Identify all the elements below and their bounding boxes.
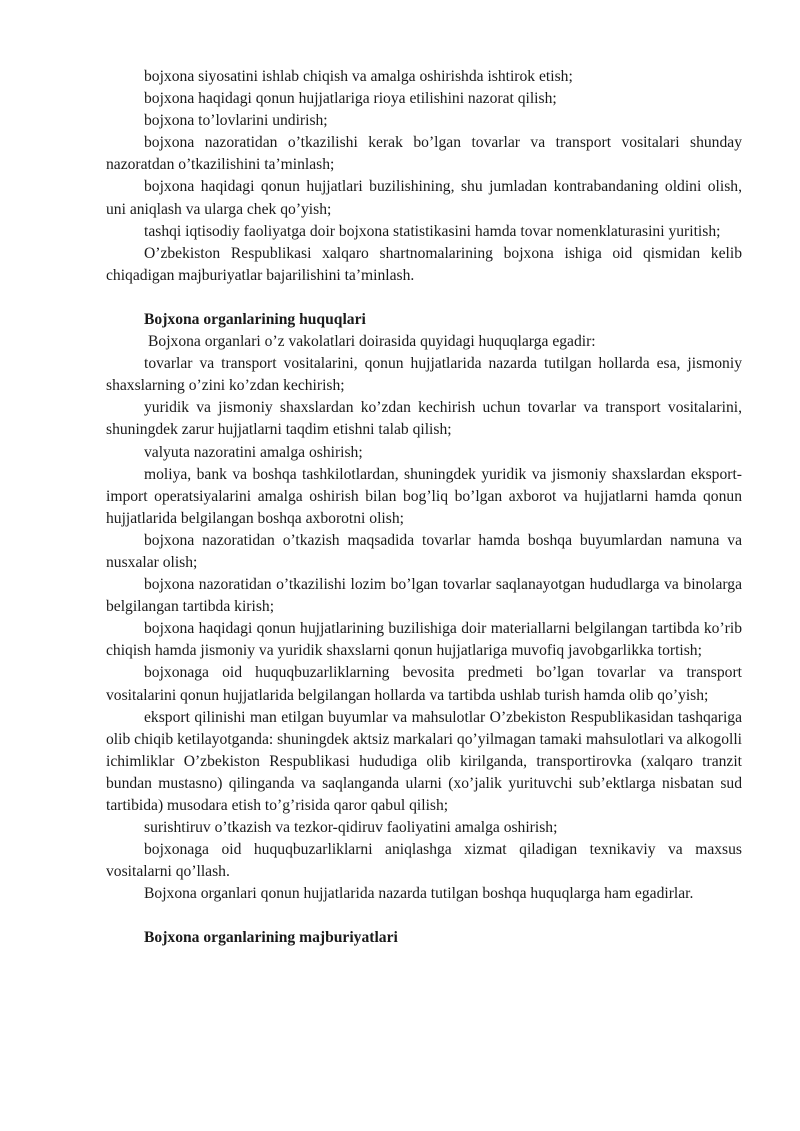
paragraph: moliya, bank va boshqa tashkilotlardan, shuningdek yuridik va jismoniy shaxslardan eksport-import operatsiyalarini amalga oshirish bilan bog’liq bo’lgan axborot va hujjatlarni hamda qonun hujjatlarida belgilangan boshqa axborotni olish;: [106, 465, 742, 527]
document-page: [106, 66, 742, 950]
paragraph: eksport qilinishi man etilgan buyumlar va mahsulotlar O’zbekiston Respublikasidan tashqariga olib chiqib ketilayotganda: shuningdek aktsiz markalari qo’yilmagan tamaki mahsulotlari va alkogolli ichimliklar O’zbekiston Respublikasi hududiga olib kirilganda, transportirovka (xalqaro tranzit bundan mustasno) qilinganda va saqlanganda ularni (xo’jalik yurituvchi sub’ektlarga nisbatan sud tartibida) musodara etish to’g’risida qaror qabul qilish;: [106, 708, 742, 814]
paragraph: bojxonaga oid huquqbuzarliklarni aniqlashga xizmat qiladigan texnikaviy va maxsus vositalarni qo’llash.: [106, 841, 742, 881]
paragraph: bojxona nazoratidan o’tkazilishi kerak bo’lgan tovarlar va transport vositalari shunday nazoratdan o’tkazilishini ta’minlash;: [106, 134, 742, 174]
paragraph: O’zbekiston Respublikasi xalqaro shartnomalarining bojxona ishiga oid qismidan kelib chiqadigan majburiyatlar bajarilishini ta’minlash.: [106, 244, 742, 284]
paragraph: bojxona haqidagi qonun hujjatlari buzilishining, shu jumladan kontrabandaning oldini olish, uni aniqlash va ularga chek qo’yish;: [106, 178, 742, 218]
paragraph: tovarlar va transport vositalarini, qonun hujjatlarida nazarda tutilgan hollarda esa, jismoniy shaxslarning o’zini ko’zdan kechirish;: [106, 355, 742, 395]
spacer: [106, 287, 742, 309]
section-heading-obligations: Bojxona organlarining majburiyatlari: [144, 929, 398, 947]
section-heading-rights: Bojxona organlarining huquqlari: [144, 310, 366, 328]
paragraph: valyuta nazoratini amalga oshirish;: [144, 443, 363, 461]
spacer: [106, 905, 742, 927]
paragraph: Bojxona organlari qonun hujjatlarida nazarda tutilgan boshqa huquqlarga ham egadirlar.: [144, 885, 694, 903]
paragraph: bojxona siyosatini ishlab chiqish va amalga oshirishda ishtirok etish;: [144, 68, 573, 85]
section-intro: Bojxona organlari o’z vakolatlari doirasida quyidagi huquqlarga egadir:: [148, 333, 596, 351]
paragraph: bojxona nazoratidan o’tkazilishi lozim bo’lgan tovarlar saqlanayotgan hududlarga va binolarga belgilangan tartibda kirish;: [106, 576, 742, 616]
paragraph: bojxona nazoratidan o’tkazish maqsadida tovarlar hamda boshqa buyumlardan namuna va nusxalar olish;: [106, 531, 742, 571]
paragraph: bojxonaga oid huquqbuzarliklarning bevosita predmeti bo’lgan tovarlar va transport vositalarini qonun hujjatlarida belgilangan hollarda va tartibda ushlab turish hamda olib qo’yish;: [106, 664, 742, 704]
paragraph: bojxona haqidagi qonun hujjatlarining buzilishiga doir materiallarni belgilangan tartibda ko’rib chiqish hamda jismoniy va yuridik shaxslarni qonun hujjatlariga muvofiq javobgarlikka tortish;: [106, 620, 742, 660]
paragraph: yuridik va jismoniy shaxslardan ko’zdan kechirish uchun tovarlar va transport vositalarini, shuningdek zarur hujjatlarni taqdim etishni talab qilish;: [106, 399, 742, 439]
paragraph: surishtiruv o’tkazish va tezkor-qidiruv faoliyatini amalga oshirish;: [144, 819, 558, 837]
paragraph: tashqi iqtisodiy faoliyatga doir bojxona statistikasini hamda tovar nomenklaturasini yuritish;: [144, 222, 721, 240]
paragraph: bojxona haqidagi qonun hujjatlariga rioya etilishini nazorat qilish;: [144, 90, 557, 108]
paragraph: bojxona to’lovlarini undirish;: [144, 112, 328, 130]
